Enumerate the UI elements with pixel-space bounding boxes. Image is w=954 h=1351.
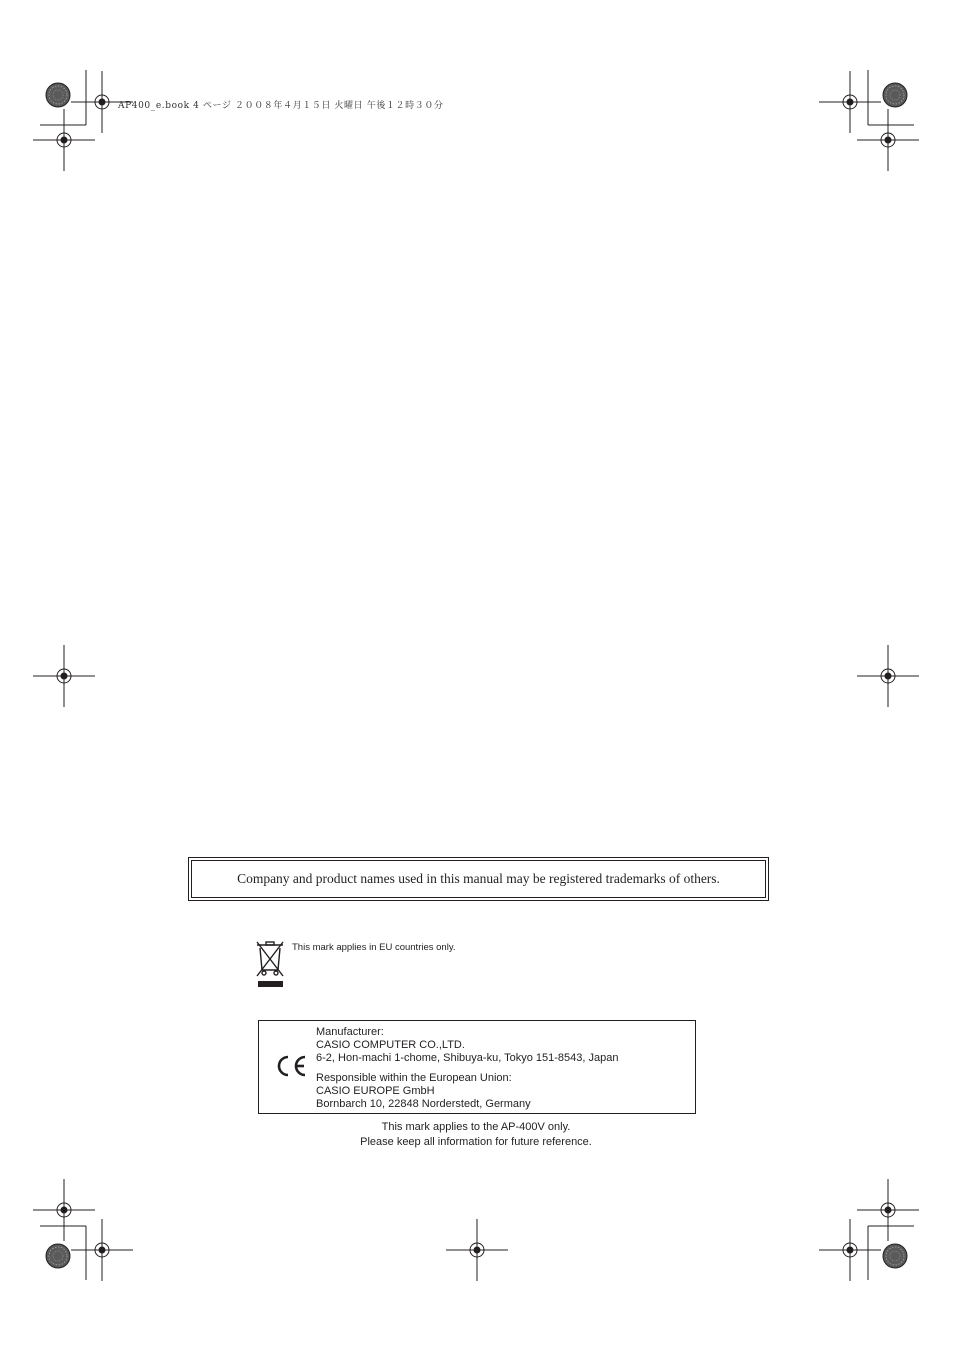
ce-mark-icon xyxy=(275,1054,307,1078)
eu-responsible-label: Responsible within the European Union: xyxy=(316,1072,512,1084)
weee-notice-text: This mark applies in EU countries only. xyxy=(292,942,456,953)
manufacturer-address: 6-2, Hon-machi 1-chome, Shibuya-ku, Tokyo 151-8543, Japan xyxy=(316,1052,619,1064)
ce-footnotes xyxy=(258,1120,694,1150)
running-head: AP400_e.book 4 ページ ２００８年４月１５日 火曜日 午後１２時３０分 xyxy=(118,101,444,111)
ce-declaration-text xyxy=(316,1026,618,1111)
trademark-notice-box xyxy=(188,857,769,901)
manufacturer-label: Manufacturer: xyxy=(316,1026,384,1038)
trademark-notice: Company and product names used in this manual may be registered trademarks of others. xyxy=(191,860,766,898)
manufacturer-name: CASIO COMPUTER CO.,LTD. xyxy=(316,1039,465,1051)
ce-declaration-box xyxy=(258,1020,696,1114)
crossed-out-wheelie-bin-icon xyxy=(254,940,286,988)
eu-responsible-address: Bornbarch 10, 22848 Norderstedt, Germany xyxy=(316,1098,531,1110)
keep-information-note: Please keep all information for future reference. xyxy=(360,1136,592,1148)
ce-applies-note: This mark applies to the AP-400V only. xyxy=(381,1121,571,1133)
eu-responsible-name: CASIO EUROPE GmbH xyxy=(316,1085,435,1097)
